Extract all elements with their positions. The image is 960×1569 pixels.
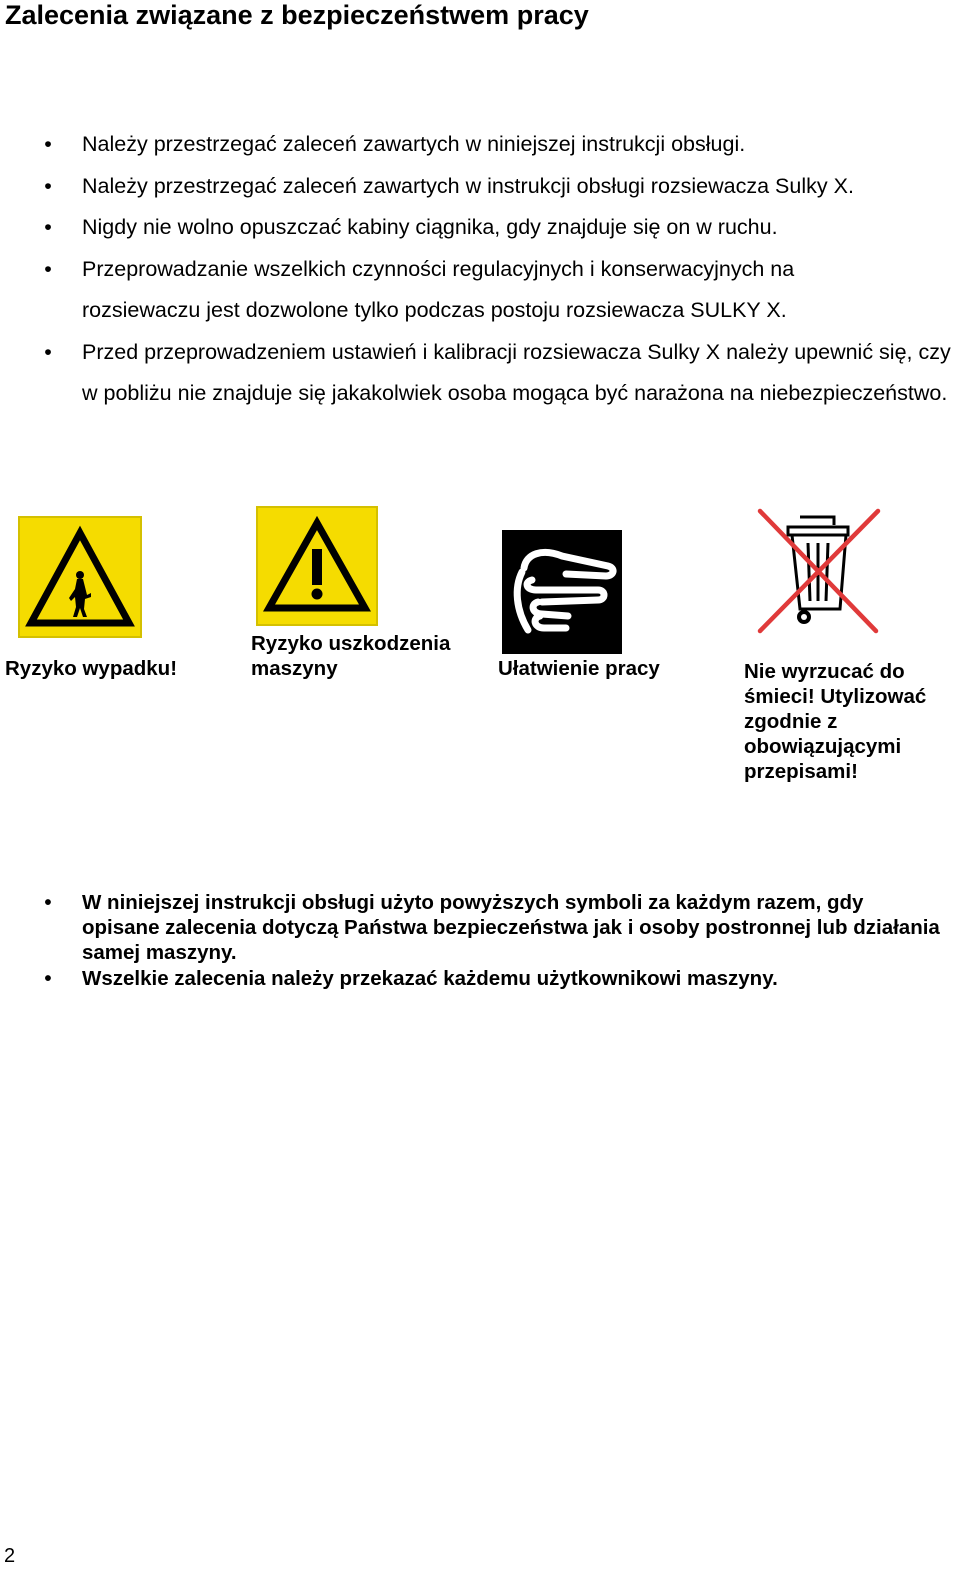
list-item-text: Należy przestrzegać zaleceń zawartych w niniejszej instrukcji obsługi. (82, 132, 746, 156)
list-item (0, 124, 960, 166)
list-item-text: Przeprowadzanie wszelkich czynności regulacyjnych i konserwacyjnych na rozsiewaczu jest dozwolone tylko podczas postoju rozsiewacza SULKY X. (82, 256, 795, 322)
list-item (0, 890, 960, 965)
list-item-text: Nigdy nie wolno opuszczać kabiny ciągnika, gdy znajduje się on w ruchu. (82, 215, 778, 239)
list-item (0, 966, 960, 991)
recommendations-list (0, 124, 960, 415)
bullet: • (44, 173, 52, 198)
machine-damage-warning-icon (255, 505, 379, 627)
bullet: • (44, 891, 52, 914)
accident-warning-icon (17, 515, 143, 639)
list-item-text: W niniejszej instrukcji obsługi użyto powyższych symboli za każdym razem, gdy opisane zalecenia dotyczą Państwa bezpieczeństwa jak i osoby postronnej lub działania samej maszyny. (82, 891, 940, 964)
list-item (0, 249, 960, 332)
list-item-text: Należy przestrzegać zaleceń zawartych w instrukcji obsługi rozsiewacza Sulky X. (82, 173, 854, 198)
caption-disposal: Nie wyrzucać do śmieci! Utylizować zgodnie z obowiązującymi przepisami! (744, 660, 927, 783)
list-item (0, 332, 960, 415)
list-item (0, 166, 960, 208)
page-number: 2 (4, 1545, 16, 1567)
bullet: • (44, 256, 52, 281)
list-item (0, 207, 960, 249)
crossed-out-bin-icon (752, 505, 884, 637)
list-item-text: Przed przeprowadzeniem ustawień i kalibracji rozsiewacza Sulky X należy upewnić się, czy w pobliżu nie znajduje się jakakolwiek osoba mogąca być narażona na niebezpieczeństwo. (82, 339, 951, 405)
list-item-text: Wszelkie zalecenia należy przekazać każdemu użytkownikowi maszyny. (82, 967, 778, 990)
pointing-hand-icon (502, 530, 622, 654)
page-title: Zalecenia związane z bezpieczeństwem pracy (5, 0, 589, 30)
bullet: • (44, 339, 52, 364)
bullet: • (44, 215, 52, 239)
bullet: • (44, 132, 52, 156)
caption-machine-damage-risk: Ryzyko uszkodzenia maszyny (251, 632, 451, 680)
caption-accident-risk: Ryzyko wypadku! (5, 657, 178, 680)
caption-work-facilitation: Ułatwienie pracy (498, 657, 660, 680)
notes-list (0, 890, 960, 991)
bullet: • (44, 967, 52, 990)
